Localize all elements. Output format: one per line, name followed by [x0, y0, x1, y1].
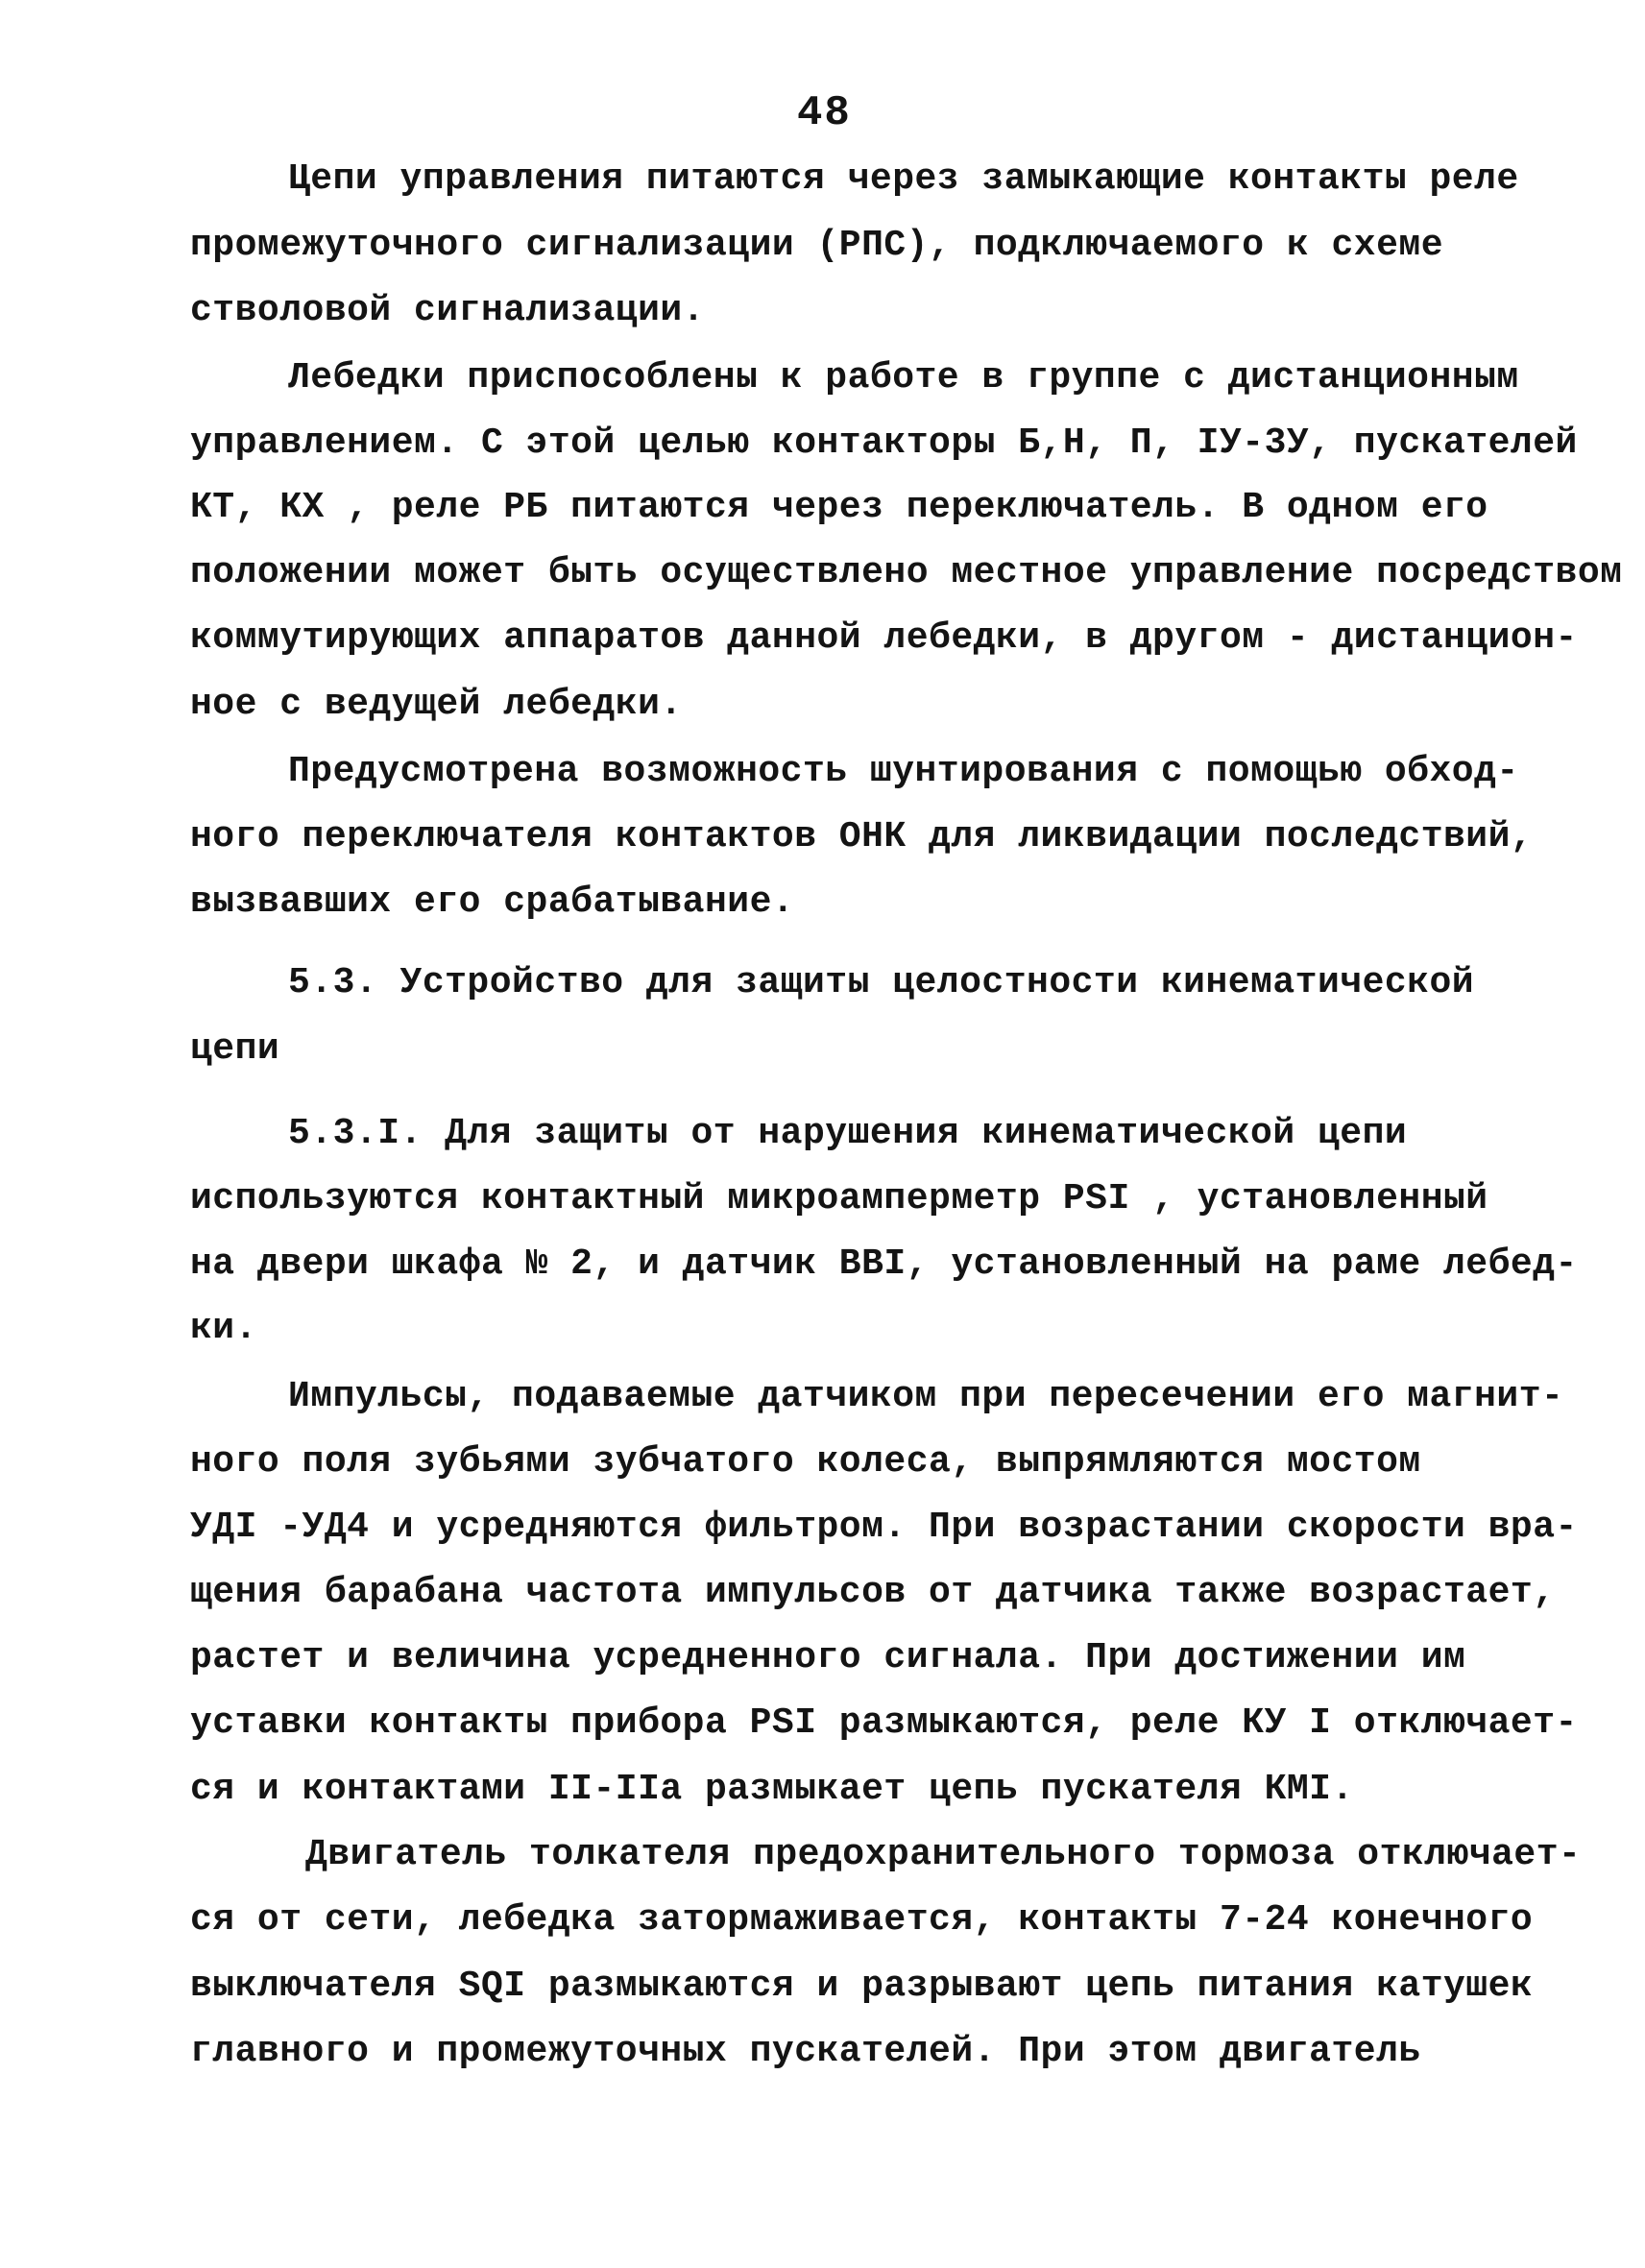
text-line: Цепи управления питаются через замыкающие контакты реле [288, 158, 1519, 200]
text-line: УДI -УД4 и усредняются фильтром. При возрастании скорости вра- [190, 1507, 1578, 1548]
text-line: вызвавших его срабатывание. [190, 881, 795, 923]
text-line: промежуточного сигнализации (РПС), подключаемого к схеме [190, 225, 1444, 266]
text-line: КТ, КХ , реле РБ питаются через переключатель. В одном его [190, 487, 1488, 528]
text-line: ное с ведущей лебедки. [190, 684, 683, 725]
text-line: используются контактный микроамперметр PSI , установленный [190, 1178, 1488, 1219]
text-line: Предусмотрена возможность шунтирования с помощью обход- [288, 751, 1519, 792]
text-line: управлением. С этой целью контакторы Б,Н, П, IУ-3У, пускателей [190, 422, 1578, 464]
text-line: стволовой сигнализации. [190, 290, 705, 331]
text-line: ся от сети, лебедка затормаживается, контакты 7-24 конечного [190, 1899, 1534, 1941]
text-line: положении может быть осуществлено местное управление посредством [190, 552, 1623, 593]
text-line: уставки контакты прибора PSI размыкаются, реле КУ I отключает- [190, 1702, 1578, 1744]
text-line: на двери шкафа № 2, и датчик ВВI, установленный на раме лебед- [190, 1243, 1578, 1285]
text-line: щения барабана частота импульсов от датчика также возрастает, [190, 1572, 1556, 1613]
text-line: выключателя SQI размыкаются и разрывают цепь питания катушек [190, 1966, 1534, 2007]
page-number: 48 [797, 89, 852, 137]
text-line: растет и величина усредненного сигнала. При достижении им [190, 1637, 1466, 1678]
section-heading-continued: цепи [190, 1028, 280, 1070]
text-line: ся и контактами II-IIа размыкает цепь пускателя КМI. [190, 1769, 1354, 1810]
text-line: ного переключателя контактов ОНК для ликвидации последствий, [190, 816, 1534, 857]
text-line: Лебедки приспособлены к работе в группе с дистанционным [288, 357, 1519, 398]
text-line: ки. [190, 1308, 257, 1349]
text-line: коммутирующих аппаратов данной лебедки, в другом - дистанцион- [190, 617, 1578, 659]
text-line: ного поля зубьями зубчатого колеса, выпрямляются мостом [190, 1441, 1421, 1483]
text-line: Двигатель толкателя предохранительного тормоза отключает- [305, 1834, 1582, 1875]
text-line: 5.3.I. Для защиты от нарушения кинематической цепи [288, 1113, 1408, 1154]
section-heading: 5.3. Устройство для защиты целостности кинематической [288, 962, 1475, 1003]
text-line: главного и промежуточных пускателей. При этом двигатель [190, 2031, 1421, 2072]
text-line: Импульсы, подаваемые датчиком при пересечении его магнит- [288, 1376, 1564, 1417]
